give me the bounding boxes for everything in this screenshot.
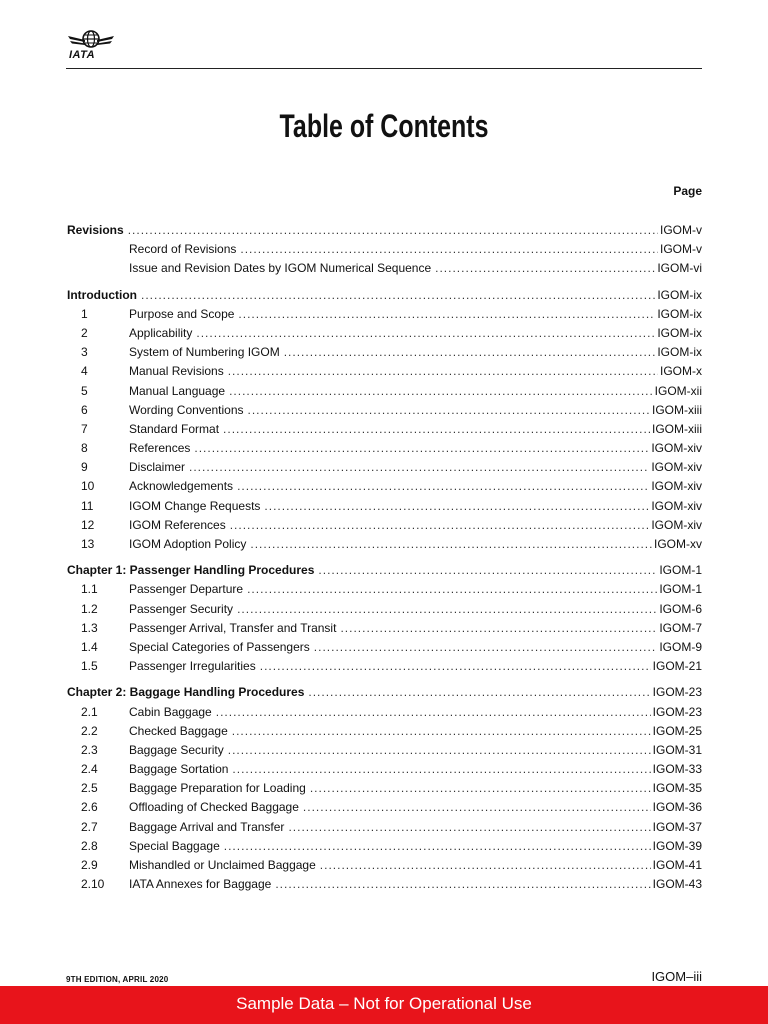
page-number: IGOM–iii xyxy=(651,969,702,984)
leader-dots xyxy=(238,305,655,324)
toc-page-ref: IGOM-31 xyxy=(652,742,702,757)
toc-entry[interactable] xyxy=(67,516,702,535)
logo-wordmark: IATA xyxy=(69,49,96,61)
leader-dots xyxy=(320,856,651,875)
leader-dots xyxy=(318,561,657,580)
toc-page-ref: IGOM-ix xyxy=(657,306,702,321)
leader-dots xyxy=(340,619,657,638)
toc-entry-number: 2.9 xyxy=(81,858,98,872)
toc-entry-title: System of Numbering IGOM xyxy=(129,345,280,360)
toc-entry[interactable] xyxy=(67,600,702,619)
toc-page-ref: IGOM-xiv xyxy=(651,441,702,456)
toc-entry[interactable] xyxy=(67,259,702,278)
leader-dots xyxy=(229,382,653,401)
header-divider xyxy=(66,68,702,69)
leader-dots xyxy=(284,343,656,362)
toc-entry[interactable] xyxy=(67,703,702,722)
toc-section xyxy=(67,286,702,555)
toc-entry[interactable] xyxy=(67,343,702,362)
toc-section-title: Revisions xyxy=(67,223,124,237)
leader-dots xyxy=(310,779,651,798)
leader-dots xyxy=(196,324,655,343)
page-column-label: Page xyxy=(673,184,702,198)
toc-page-ref: IGOM-ix xyxy=(657,287,702,302)
page-header xyxy=(0,0,768,70)
toc-entry-number: 8 xyxy=(81,441,88,456)
toc-entry-title: Wording Conventions xyxy=(129,402,244,417)
toc-entry-number: 2.3 xyxy=(81,742,98,757)
leader-dots xyxy=(228,362,658,381)
toc-page-ref: IGOM-43 xyxy=(652,877,702,892)
toc-entry-title: References xyxy=(129,441,191,456)
toc-section-title: Introduction xyxy=(67,287,137,302)
leader-dots xyxy=(308,683,650,702)
toc-entry[interactable] xyxy=(67,798,702,817)
toc-entry[interactable] xyxy=(67,497,702,516)
toc-entry-number: 1.2 xyxy=(81,601,98,616)
leader-dots xyxy=(228,741,651,760)
toc-page-ref: IGOM-35 xyxy=(652,781,702,796)
leader-dots xyxy=(240,240,658,259)
toc-section xyxy=(67,221,702,279)
toc-page-ref: IGOM-ix xyxy=(657,345,702,360)
toc-entry[interactable] xyxy=(67,638,702,657)
leader-dots xyxy=(223,420,650,439)
toc-section-title: Chapter 1: Passenger Handling Procedures xyxy=(67,563,315,578)
toc-page-ref: IGOM-xiii xyxy=(652,402,702,417)
toc-entry-number: 3 xyxy=(81,345,88,360)
toc-page-ref: IGOM-xii xyxy=(654,383,702,398)
toc-entry-number: 9 xyxy=(81,460,88,475)
toc-page-ref: IGOM-v xyxy=(660,223,702,237)
toc-entry[interactable] xyxy=(67,305,702,324)
toc-section-title: Chapter 2: Baggage Handling Procedures xyxy=(67,685,305,700)
toc-entry-title: Purpose and Scope xyxy=(129,306,235,321)
toc-page-ref: IGOM-21 xyxy=(652,659,702,674)
leader-dots xyxy=(230,516,650,535)
toc-entry[interactable] xyxy=(67,420,702,439)
toc-entry[interactable] xyxy=(67,240,702,259)
toc-entry-title: Special Categories of Passengers xyxy=(129,639,310,654)
toc-entry-title: Issue and Revision Dates by IGOM Numerical Sequence xyxy=(129,261,432,276)
leader-dots xyxy=(250,535,652,554)
toc-entry-title: Baggage Security xyxy=(129,742,224,757)
toc-page-ref: IGOM-xiv xyxy=(651,517,702,532)
toc-entry-title: IGOM References xyxy=(129,517,226,532)
toc-page-ref: IGOM-39 xyxy=(652,838,702,853)
toc-entry-number: 2 xyxy=(81,325,88,340)
leader-dots xyxy=(248,401,650,420)
toc-entry[interactable] xyxy=(67,779,702,798)
toc-page-ref: IGOM-ix xyxy=(657,325,702,340)
toc-entry-number: 1.4 xyxy=(81,639,98,654)
toc-entry-number: 1 xyxy=(81,306,88,321)
toc-entry-title: IATA Annexes for Baggage xyxy=(129,877,272,892)
leader-dots xyxy=(128,221,658,240)
toc-entry-title: Passenger Departure xyxy=(129,582,244,597)
toc-entry-title: Passenger Security xyxy=(129,601,234,616)
toc-page-ref: IGOM-xiii xyxy=(652,421,702,436)
toc-entry-title: Baggage Sortation xyxy=(129,762,229,777)
leader-dots xyxy=(189,458,649,477)
leader-dots xyxy=(237,477,649,496)
toc-entry-title: Disclaimer xyxy=(129,460,186,475)
toc-entry-title: Special Baggage xyxy=(129,838,220,853)
toc-entry-number: 2.4 xyxy=(81,762,98,777)
leader-dots xyxy=(232,722,651,741)
toc-section xyxy=(67,683,702,894)
toc-entry[interactable] xyxy=(67,760,702,779)
toc-entry[interactable] xyxy=(67,401,702,420)
toc-entry-number: 2.10 xyxy=(81,877,105,892)
toc-entry-number: 1.3 xyxy=(81,620,98,635)
toc-entry-title: Baggage Arrival and Transfer xyxy=(129,819,285,834)
toc-page-ref: IGOM-37 xyxy=(652,819,702,834)
leader-dots xyxy=(141,286,655,305)
toc-entry[interactable] xyxy=(67,657,702,676)
toc-entry-number: 2.6 xyxy=(81,800,98,815)
toc-entry-title: Record of Revisions xyxy=(129,242,237,257)
toc-entry-number: 7 xyxy=(81,421,88,436)
toc-section-heading[interactable] xyxy=(67,221,702,240)
toc-entry[interactable] xyxy=(67,722,702,741)
leader-dots xyxy=(237,600,657,619)
toc-page-ref: IGOM-vi xyxy=(657,261,702,276)
toc-entry-title: Offloading of Checked Baggage xyxy=(129,800,299,815)
toc-entry-number: 10 xyxy=(81,479,95,494)
toc-entry-title: Mishandled or Unclaimed Baggage xyxy=(129,858,316,872)
toc-entry-title: Passenger Arrival, Transfer and Transit xyxy=(129,620,337,635)
toc-page-ref: IGOM-1 xyxy=(659,582,702,597)
toc-entry-title: Manual Language xyxy=(129,383,226,398)
edition-label: 9TH EDITION, APRIL 2020 xyxy=(66,975,169,984)
toc-entry-number: 2.5 xyxy=(81,781,98,796)
toc-entry[interactable] xyxy=(67,875,702,894)
toc-page-ref: IGOM-23 xyxy=(652,704,702,719)
table-of-contents xyxy=(67,221,702,901)
toc-page-ref: IGOM-9 xyxy=(659,639,702,654)
toc-entry[interactable] xyxy=(67,837,702,856)
toc-page-ref: IGOM-25 xyxy=(652,723,702,738)
toc-entry[interactable] xyxy=(67,362,702,381)
toc-entry-number: 2.8 xyxy=(81,838,98,853)
toc-entry-number: 1.5 xyxy=(81,659,98,674)
leader-dots xyxy=(303,798,651,817)
toc-entry[interactable] xyxy=(67,477,702,496)
toc-entry[interactable] xyxy=(67,458,702,477)
leader-dots xyxy=(232,760,650,779)
toc-entry-number: 2.2 xyxy=(81,723,98,738)
toc-entry-number: 5 xyxy=(81,383,88,398)
toc-page-ref: IGOM-v xyxy=(660,242,702,257)
toc-entry-title: IGOM Adoption Policy xyxy=(129,537,247,551)
toc-entry[interactable] xyxy=(67,856,702,875)
page-title: Table of Contents xyxy=(279,108,489,144)
toc-page-ref: IGOM-6 xyxy=(659,601,702,616)
toc-entry[interactable] xyxy=(67,382,702,401)
toc-page-ref: IGOM-xv xyxy=(654,537,702,551)
toc-section-heading[interactable] xyxy=(67,683,702,702)
toc-entry-title: Passenger Irregularities xyxy=(129,659,256,674)
toc-entry[interactable] xyxy=(67,741,702,760)
toc-entry[interactable] xyxy=(67,818,702,837)
leader-dots xyxy=(194,439,649,458)
toc-entry-title: Manual Revisions xyxy=(129,364,224,379)
toc-entry[interactable] xyxy=(67,439,702,458)
toc-page-ref: IGOM-xiv xyxy=(651,479,702,494)
toc-entry-number: 6 xyxy=(81,402,88,417)
toc-entry[interactable] xyxy=(67,324,702,343)
toc-page-ref: IGOM-xiv xyxy=(651,498,702,513)
toc-page-ref: IGOM-1 xyxy=(659,563,702,578)
leader-dots xyxy=(435,259,655,278)
toc-entry[interactable] xyxy=(67,619,702,638)
toc-entry-number: 4 xyxy=(81,364,88,379)
toc-entry-number: 2.1 xyxy=(81,704,98,719)
toc-entry-number: 11 xyxy=(81,498,94,513)
toc-page-ref: IGOM-23 xyxy=(652,685,702,700)
leader-dots xyxy=(264,497,649,516)
toc-entry-title: IGOM Change Requests xyxy=(129,498,261,513)
toc-entry-title: Applicability xyxy=(129,325,193,340)
leader-dots xyxy=(216,703,651,722)
toc-page-ref: IGOM-xiv xyxy=(651,460,702,475)
toc-entry-title: Standard Format xyxy=(129,421,220,436)
leader-dots xyxy=(247,580,657,599)
leader-dots xyxy=(314,638,658,657)
toc-section-heading[interactable] xyxy=(67,561,702,580)
leader-dots xyxy=(260,657,651,676)
sample-data-banner: Sample Data – Not for Operational Use xyxy=(0,986,768,1024)
toc-section-heading[interactable] xyxy=(67,286,702,305)
toc-entry-number: 12 xyxy=(81,517,95,532)
toc-page-ref: IGOM-41 xyxy=(652,858,702,872)
toc-entry-number: 2.7 xyxy=(81,819,98,834)
leader-dots xyxy=(224,837,651,856)
toc-page-ref: IGOM-33 xyxy=(652,762,702,777)
toc-entry-title: Acknowledgements xyxy=(129,479,234,494)
leader-dots xyxy=(275,875,650,894)
toc-page-ref: IGOM-7 xyxy=(659,620,702,635)
toc-entry-title: Baggage Preparation for Loading xyxy=(129,781,306,796)
leader-dots xyxy=(288,818,650,837)
toc-entry[interactable] xyxy=(67,580,702,599)
toc-entry-number: 13 xyxy=(81,537,95,551)
toc-section xyxy=(67,561,702,676)
toc-page-ref: IGOM-36 xyxy=(652,800,702,815)
toc-entry-title: Checked Baggage xyxy=(129,723,228,738)
toc-entry-title: Cabin Baggage xyxy=(129,704,212,719)
toc-entry[interactable] xyxy=(67,535,702,554)
toc-page-ref: IGOM-x xyxy=(660,364,702,379)
toc-entry-number: 1.1 xyxy=(81,582,98,597)
